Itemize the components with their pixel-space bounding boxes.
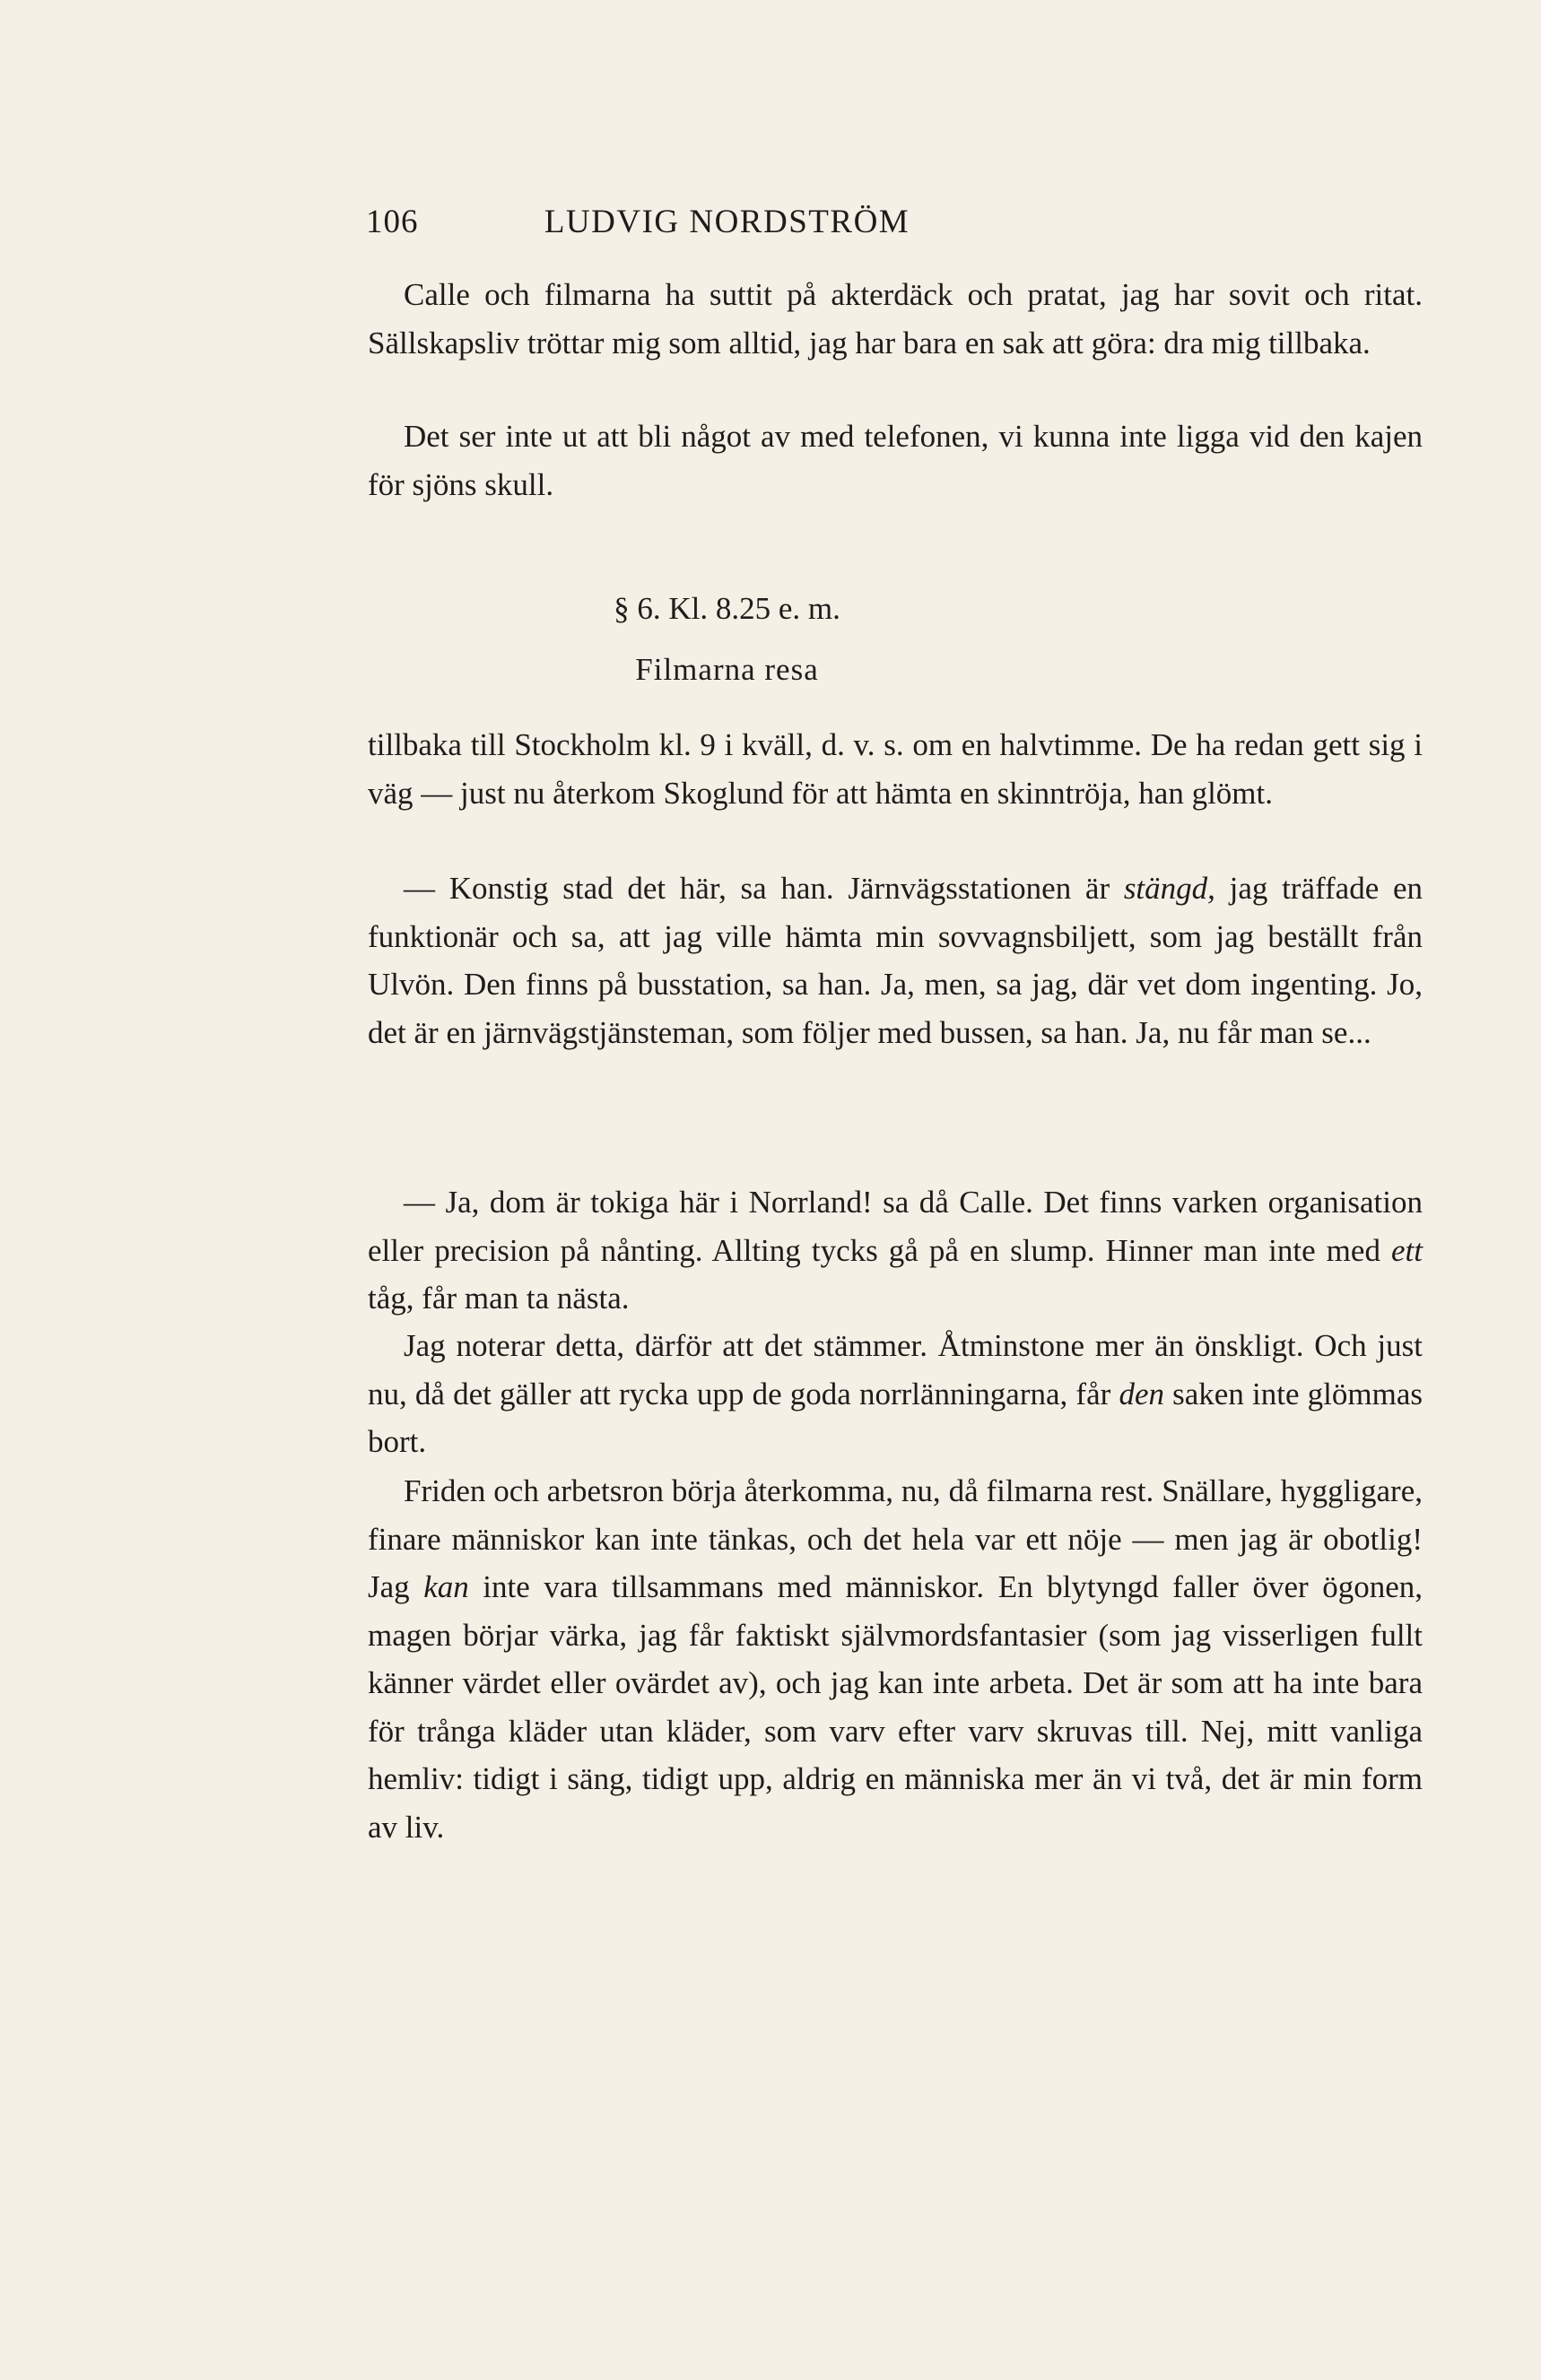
emphasis: kan <box>423 1569 469 1604</box>
paragraph-friden <box>368 1467 1423 1851</box>
paragraph-text: Det ser inte ut att bli något av med telefonen, vi kunna inte ligga vid den kajen för sjöns skull. <box>368 419 1423 502</box>
text-run: — Konstig stad det här, sa han. Järnvägsstationen är <box>404 871 1124 906</box>
running-title: LUDVIG NORDSTRÖM <box>544 204 910 240</box>
text-run: jag träffade en funktionär och sa, att jag ville hämta min sovvagnsbiljett, som jag beställt från Ulvön. Den finns på busstation, sa han. Ja, men, sa jag, där vet dom ingenting. Jo, det är en järnvägstjänsteman, som följer med bussen, sa han. Ja, nu får man se... <box>368 871 1423 1050</box>
paragraph-text <box>368 1178 1423 1323</box>
paragraph-text <box>368 1322 1423 1466</box>
text-run: saken inte glömmas bort. <box>368 1376 1423 1459</box>
paragraph-text: Calle och filmarna ha suttit på akterdäck och pratat, jag har sovit och ritat. Sällskapsliv tröttar mig som alltid, jag har bara en sak att göra: dra mig tillbaka. <box>368 277 1423 360</box>
text-run: Jag noterar detta, därför att det stämmer. Åtminstone mer än önskligt. Och just nu, då det gäller att rycka upp de goda norrlänningarna, får <box>368 1328 1423 1411</box>
paragraph-telefonen <box>368 413 1423 508</box>
text-run: Friden och arbetsron börja återkomma, nu, då filmarna rest. Snällare, hyggligare, finare människor kan inte tänkas, och det hela var ett nöje — men jag är obotlig! Jag <box>368 1473 1423 1604</box>
paragraph-calle <box>368 271 1423 367</box>
running-head <box>366 203 1088 248</box>
page-number: 106 <box>366 204 419 240</box>
text-run: — Ja, dom är tokiga här i Norrland! sa då Calle. Det finns varken organisation eller precision på nånting. Allting tycks gå på en slump. Hinner man inte med <box>368 1185 1423 1268</box>
section-subheading: Filmarna resa <box>635 652 819 687</box>
paragraph-text <box>368 864 1423 1056</box>
emphasis: ett <box>1391 1232 1423 1268</box>
section-heading: § 6. Kl. 8.25 e. m. <box>614 591 840 626</box>
paragraph-noterar <box>368 1322 1423 1466</box>
paragraph-konstig-stad <box>368 864 1423 1056</box>
text-run: inte vara tillsammans med människor. En blytyngd faller över ögonen, magen börjar värka, jag får faktiskt självmordsfantasier (som jag visserligen fullt känner värdet eller ovärdet av), och jag kan inte arbeta. Det är som att ha inte bara för trånga kläder utan kläder, som varv efter varv skruvas till. Nej, mitt vanliga hemliv: tidigt i säng, tidigt upp, aldrig en människa mer än vi två, det är min form av liv. <box>368 1569 1423 1845</box>
paragraph-text: tillbaka till Stockholm kl. 9 i kväll, d. v. s. om en halvtimme. De ha redan gett sig i väg — just nu återkom Skoglund för att hämta en skinntröja, han glömt. <box>368 727 1423 811</box>
paragraph-text <box>368 1467 1423 1851</box>
emphasis: stängd, <box>1123 871 1215 906</box>
paragraph-norrland <box>368 1178 1423 1323</box>
section-lead-paragraph <box>368 721 1423 817</box>
text-run: tåg, får man ta nästa. <box>368 1281 630 1316</box>
emphasis: den <box>1119 1376 1164 1411</box>
